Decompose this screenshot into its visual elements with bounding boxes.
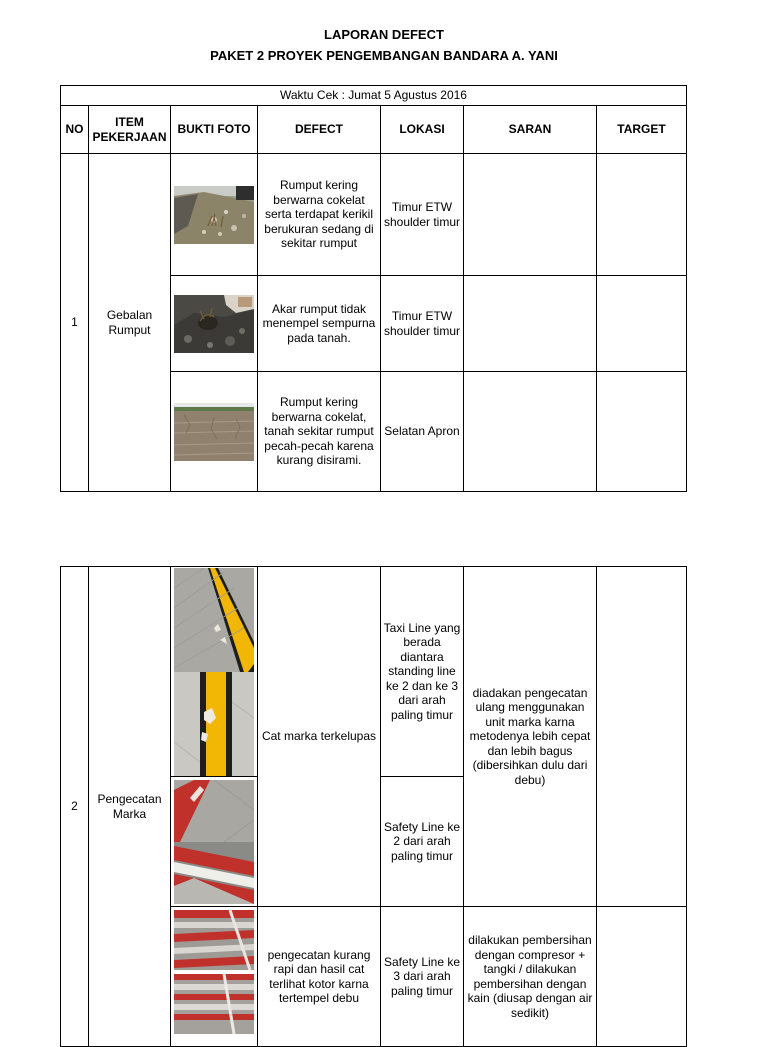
check-time: Waktu Cek : Jumat 5 Agustus 2016	[61, 86, 687, 106]
defect-text: pengecatan kurang rapi dan hasil cat terlihat kotor karna tertempel debu	[258, 907, 381, 1047]
location-text: Timur ETW shoulder timur	[381, 276, 464, 372]
suggestion-cell	[464, 372, 597, 492]
defect-text: Rumput kering berwarna cokelat serta terdapat kerikil berukuran sedang di sekitar rumput	[258, 154, 381, 276]
header-photo: BUKTI FOTO	[171, 106, 258, 154]
location-text: Safety Line ke 3 dari arah paling timur	[381, 907, 464, 1047]
defect-table-2	[60, 566, 687, 1047]
target-cell	[597, 907, 687, 1047]
row-no: 2	[61, 567, 89, 1047]
defect-text: Cat marka terkelupas	[258, 567, 381, 907]
header-suggestion: SARAN	[464, 106, 597, 154]
photo-cell	[171, 276, 258, 372]
photo-cell	[171, 907, 258, 1047]
photo-cell	[171, 777, 258, 907]
defect-text: Rumput kering berwarna cokelat, tanah sekitar rumput pecah-pecah karena kurang disirami.	[258, 372, 381, 492]
table-row	[61, 154, 687, 276]
dry-cracked-soil-photo	[174, 403, 254, 461]
target-cell	[597, 154, 687, 276]
red-white-safety-line-photo	[174, 842, 254, 904]
location-text: Timur ETW shoulder timur	[381, 154, 464, 276]
red-white-marking-dirty-photo	[174, 910, 254, 970]
defect-table-1	[60, 85, 687, 492]
suggestion-text: diadakan pengecatan ulang menggunakan unit marka karna metodenya lebih cepat dan lebih bagus (dibersihkan dulu dari debu)	[464, 567, 597, 907]
suggestion-cell	[464, 276, 597, 372]
table-row	[61, 567, 687, 777]
report-title: LAPORAN DEFECT	[324, 27, 444, 42]
item-name: Gebalan Rumput	[89, 154, 171, 492]
red-white-marking-dust-photo	[174, 974, 254, 1034]
dry-grass-gravel-photo	[174, 186, 254, 244]
row-no: 1	[61, 154, 89, 492]
location-text: Selatan Apron	[381, 372, 464, 492]
target-cell	[597, 276, 687, 372]
header-defect: DEFECT	[258, 106, 381, 154]
target-cell	[597, 567, 687, 907]
yellow-taxi-line-photo	[174, 568, 254, 672]
yellow-taxi-line-peeling-photo	[174, 672, 254, 776]
suggestion-cell	[464, 154, 597, 276]
defect-text: Akar rumput tidak menempel sempurna pada tanah.	[258, 276, 381, 372]
location-text: Taxi Line yang berada diantara standing line ke 2 dan ke 3 dari arah paling timur	[381, 567, 464, 777]
item-name: Pengecatan Marka	[89, 567, 171, 1047]
target-cell	[597, 372, 687, 492]
location-text: Safety Line ke 2 dari arah paling timur	[381, 777, 464, 907]
photo-cell	[171, 154, 258, 276]
header-location: LOKASI	[381, 106, 464, 154]
photo-cell	[171, 567, 258, 777]
header-no: NO	[61, 106, 89, 154]
header-item: ITEM PEKERJAAN	[89, 106, 171, 154]
red-safety-line-photo	[174, 780, 254, 842]
photo-cell	[171, 372, 258, 492]
suggestion-text: dilakukan pembersihan dengan compresor + tangki / dilakukan pembersihan dengan kain (diusap dengan air sedikit)	[464, 907, 597, 1047]
grass-root-soil-photo	[174, 295, 254, 353]
header-target: TARGET	[597, 106, 687, 154]
report-subtitle: PAKET 2 PROYEK PENGEMBANGAN BANDARA A. YANI	[210, 48, 558, 63]
